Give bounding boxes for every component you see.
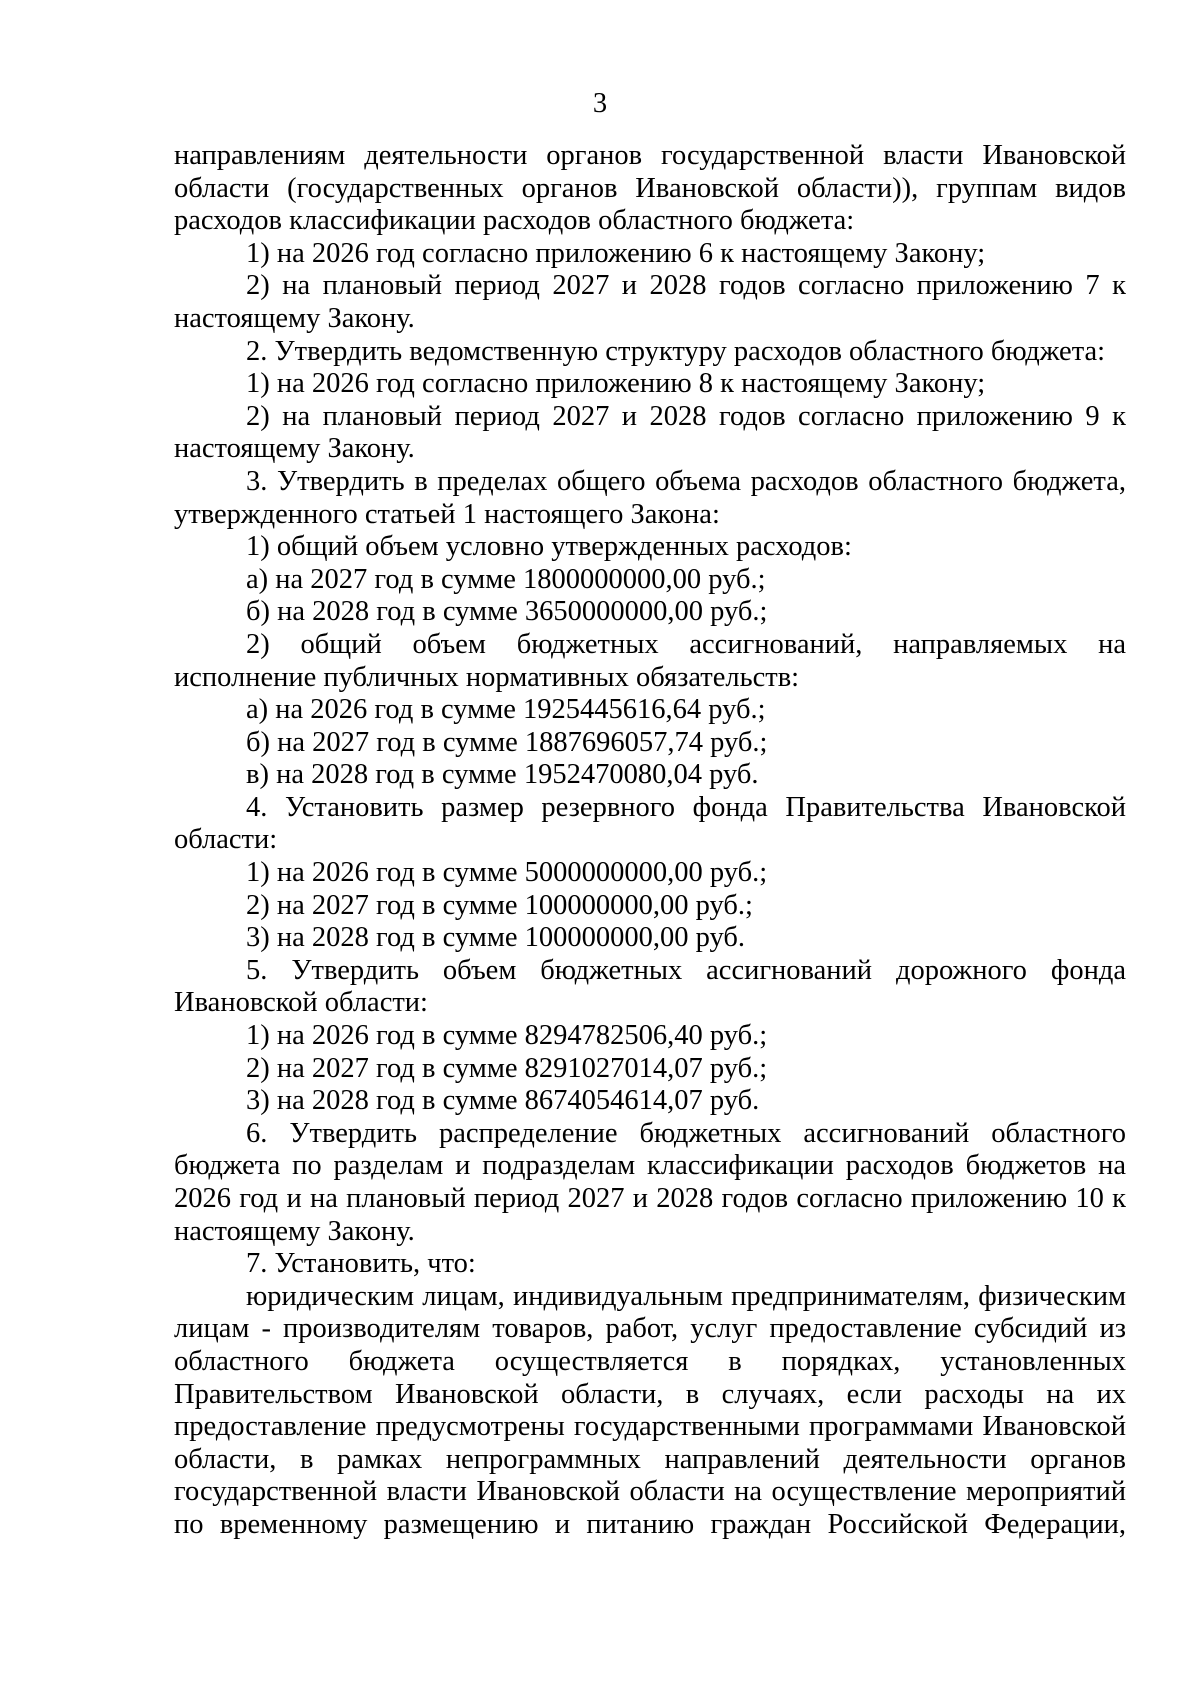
paragraph-reserve-2027: 2) на 2027 год в сумме 100000000,00 руб.; [246,889,753,921]
paragraph-item-2026-appendix-6: 1) на 2026 год согласно приложению 6 к настоящему Закону; [246,237,986,269]
paragraph-road-fund-2027: 2) на 2027 год в сумме 8291027014,07 руб.; [246,1052,768,1084]
paragraph-item-2026-appendix-8: 1) на 2026 год согласно приложению 8 к настоящему Закону; [246,368,986,400]
paragraph-conditional-expenses: 1) общий объем условно утвержденных расходов: [246,531,852,563]
paragraph-subsidies: юридическим лицам, индивидуальным предпринимателям, физическим лицам - производителям товаров, работ, услуг предоставление субсидий из областного бюджета осуществляется в порядках, установленных Правительством Ивановской области, в случаях, если расходы на их предоставление предусмотрены государственными программами Ивановской области, в рамках непрограммных направлений деятельности органов государственной власти Ивановской области на осуществление мероприятий по временному размещению и питанию граждан Российской Федерации, [174,1280,1126,1540]
paragraph-public-obligations-2026: а) на 2026 год в сумме 1925445616,64 руб.; [246,694,766,726]
paragraph-reserve-2028: 3) на 2028 год в сумме 100000000,00 руб. [246,922,746,954]
paragraph-road-fund-2026: 1) на 2026 год в сумме 8294782506,40 руб.; [246,1020,768,1052]
paragraph-clause-2: 2. Утвердить ведомственную структуру расходов областного бюджета: [246,335,1106,367]
paragraph-conditional-2028: б) на 2028 год в сумме 3650000000,00 руб.; [246,596,768,628]
paragraph-reserve-2026: 1) на 2026 год в сумме 5000000000,00 руб.; [246,857,768,889]
paragraph-clause-3: 3. Утвердить в пределах общего объема расходов областного бюджета, утвержденного статьей 1 настоящего Закона: [174,465,1126,530]
paragraph-expenditure-groups: направлениям деятельности органов государственной власти Ивановской области (государственных органов Ивановской области)), группам видов расходов классификации расходов областного бюджета: [174,140,1126,237]
paragraph-road-fund-2028: 3) на 2028 год в сумме 8674054614,07 руб. [246,1085,760,1117]
paragraph-conditional-2027: а) на 2027 год в сумме 1800000000,00 руб.; [246,563,766,595]
paragraph-clause-5: 5. Утвердить объем бюджетных ассигнований дорожного фонда Ивановской области: [174,954,1126,1019]
paragraph-clause-4: 4. Установить размер резервного фонда Правительства Ивановской области: [174,791,1126,856]
paragraph-clause-6: 6. Утвердить распределение бюджетных ассигнований областного бюджета по разделам и подразделам классификации расходов бюджетов на 2026 год и на плановый период 2027 и 2028 годов согласно приложению 10 к настоящему Закону. [174,1117,1126,1247]
paragraph-public-obligations-2028: в) на 2028 год в сумме 1952470080,04 руб. [246,759,759,791]
paragraph-item-planning-appendix-7: 2) на плановый период 2027 и 2028 годов согласно приложению 7 к настоящему Закону. [174,270,1126,334]
paragraph-public-obligations: 2) общий объем бюджетных ассигнований, направляемых на исполнение публичных нормативных обязательств: [174,628,1126,693]
page-number: 3 [592,88,608,119]
paragraph-clause-7: 7. Установить, что: [246,1248,476,1280]
paragraph-item-planning-appendix-9: 2) на плановый период 2027 и 2028 годов согласно приложению 9 к настоящему Закону. [174,400,1126,465]
document-body [174,140,1126,1542]
paragraph-public-obligations-2027: б) на 2027 год в сумме 1887696057,74 руб.; [246,726,768,758]
